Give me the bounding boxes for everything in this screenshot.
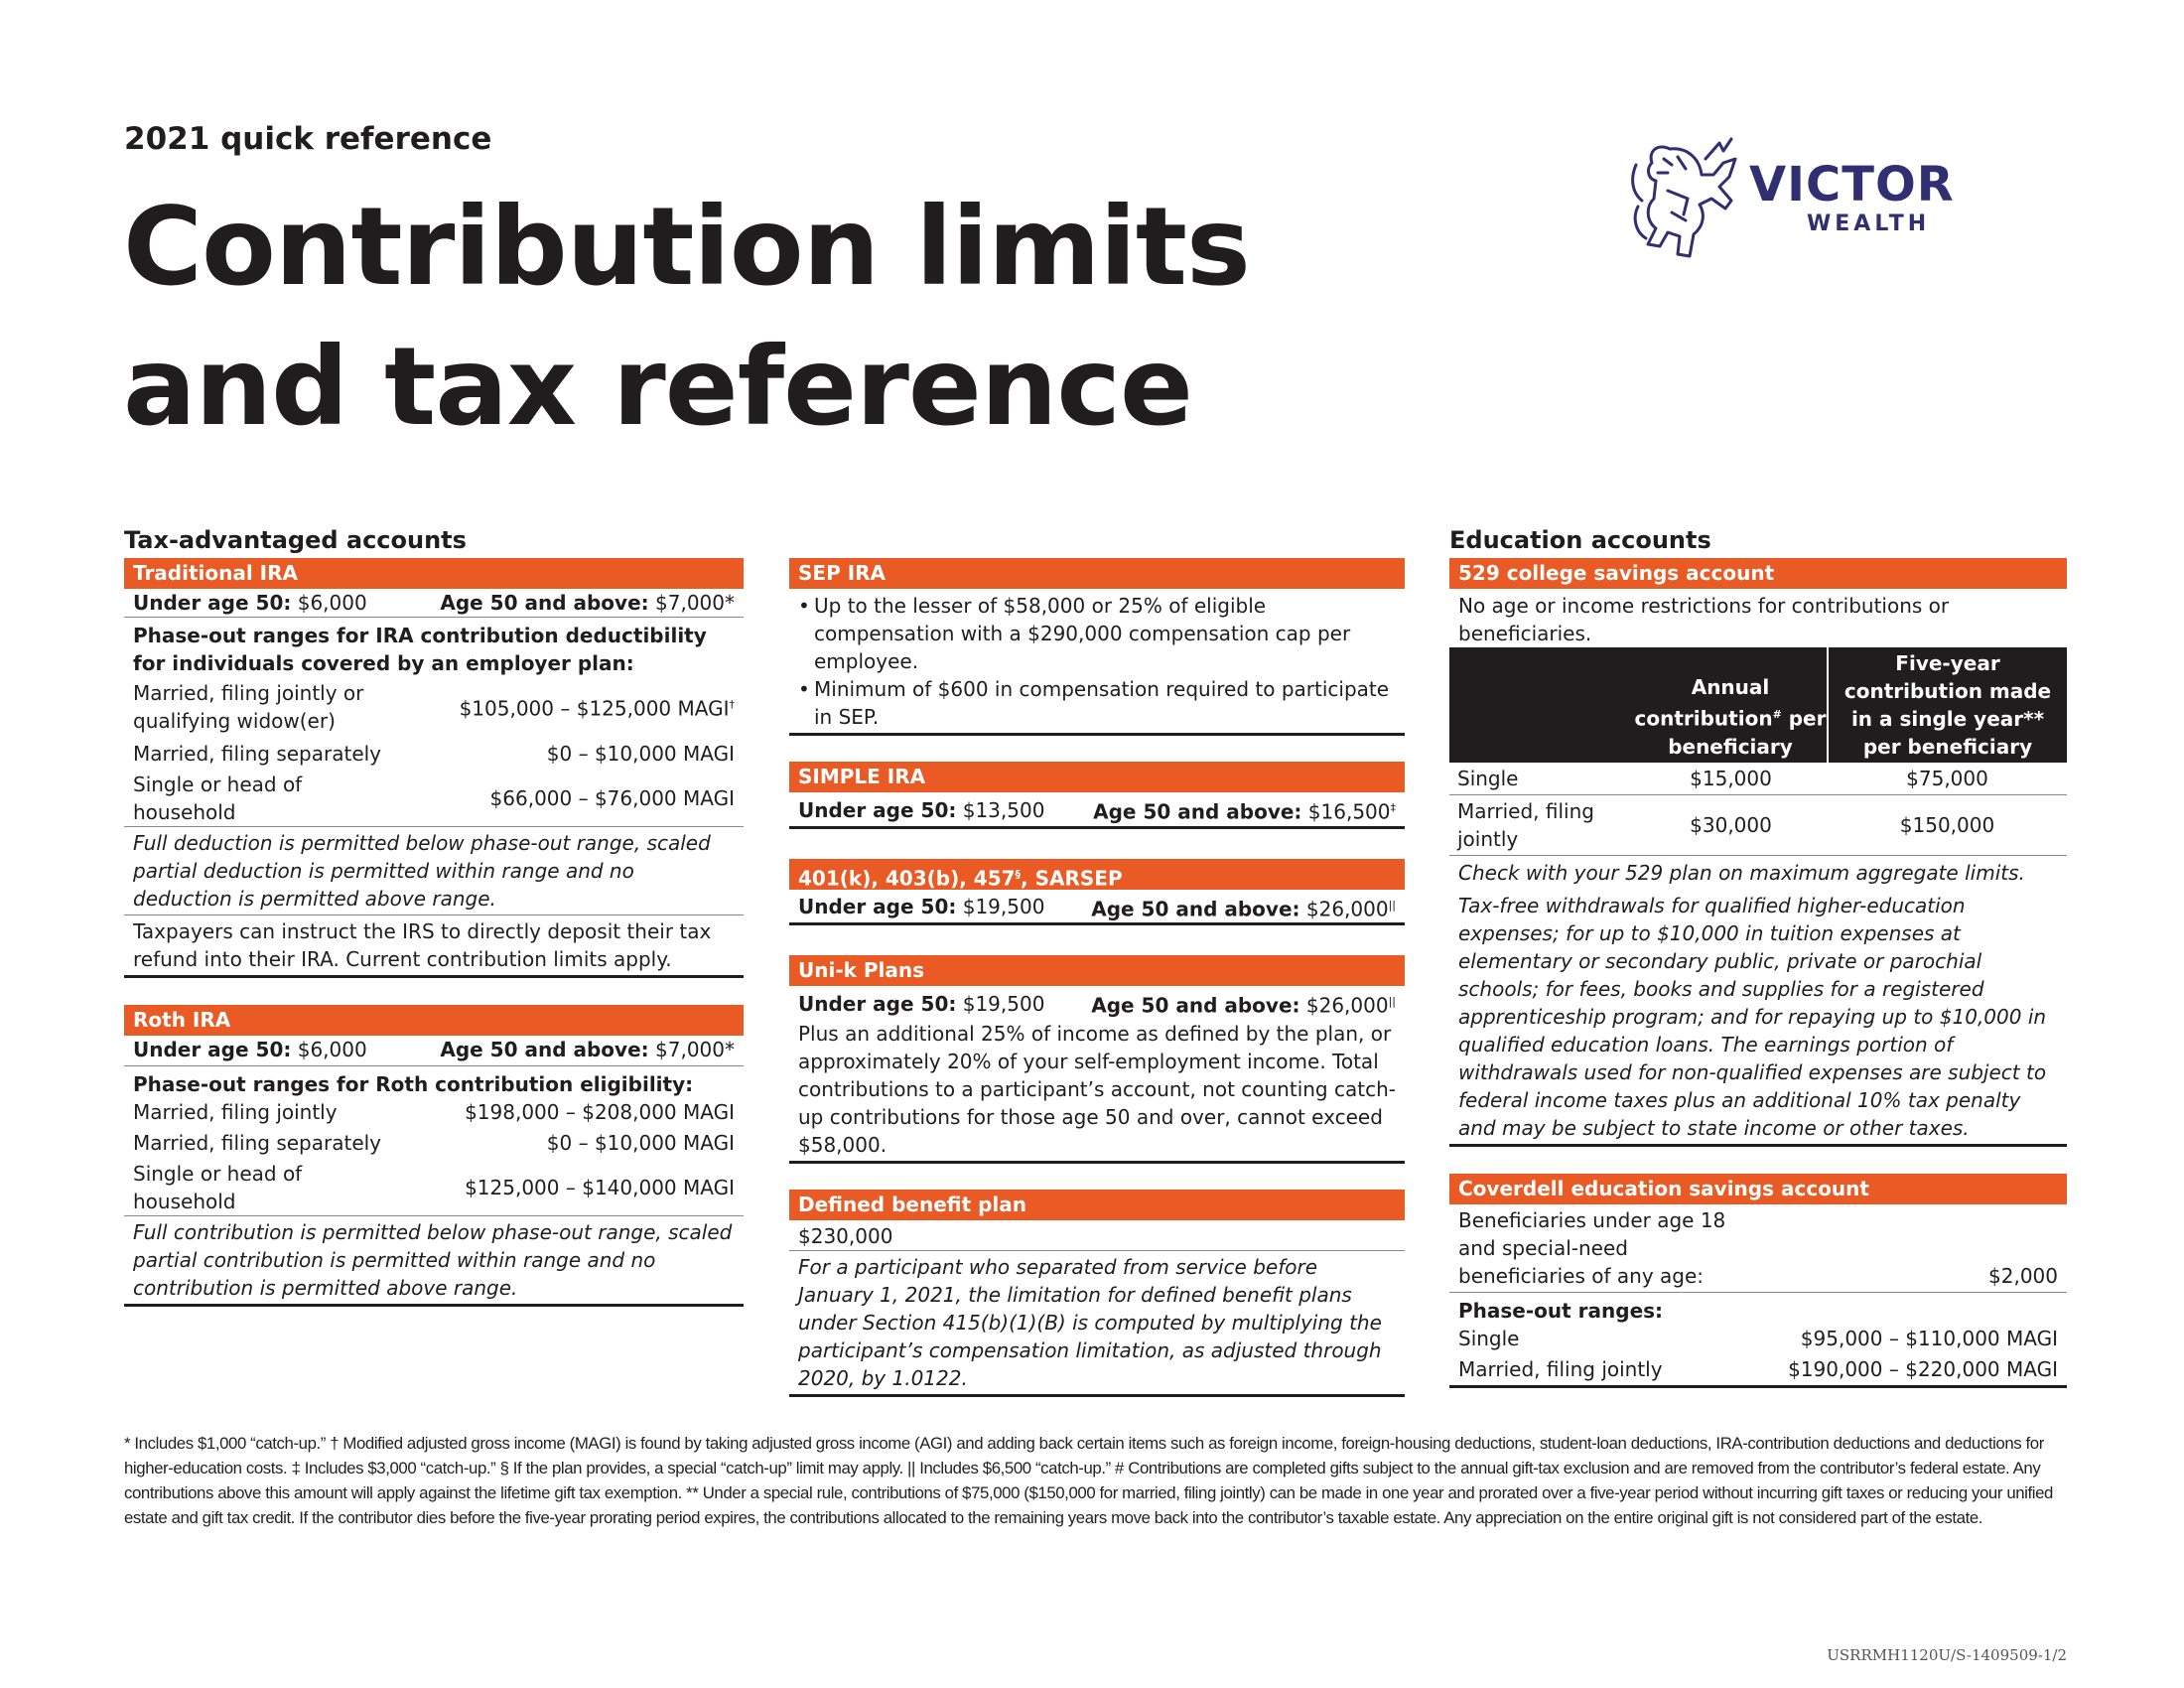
column-education xyxy=(1449,524,2067,1388)
under-50-limit: Under age 50: $6,000 xyxy=(133,1038,367,1061)
document-code: USRRMH1120U/S-1409509-1/2 xyxy=(1827,1646,2067,1664)
withdrawal-note: Tax-free withdrawals for qualified higher-education expenses; for up to $10,000 in tuition expenses at elementary or secondary public, private or parochial schools; for fees, books and supplies for a registered apprenticeship program; and for repaying up to $10,000 in qualified education loans. The earnings portion of withdrawals used for non-qualified expenses are subject to federal income taxes plus an additional 10% tax penalty and may be subject to state income or other taxes. xyxy=(1449,892,2067,1147)
logo-word-victor: VICTOR xyxy=(1749,157,1955,212)
defined-benefit-limit: $230,000 xyxy=(789,1220,1405,1251)
coverdell-limit-row: Beneficiaries under age 18 and special-need beneficiaries of any age: $2,000 xyxy=(1449,1204,2067,1293)
age-limits-row xyxy=(124,589,744,618)
phase-out-row: Married, filing separately $0 – $10,000 MAGI xyxy=(133,1131,735,1155)
uni-k-description: Plus an additional 25% of income as defined by the plan, or approximately 20% of your self-employment income. Total contributions to a participant’s account, not counting catch-up contributions for those age 50 and over, cannot exceed $58,000. xyxy=(789,1020,1405,1164)
phase-out-row: Single or head of household $125,000 – $140,000 MAGI xyxy=(124,1160,744,1216)
card-title: SEP IRA xyxy=(789,558,1405,589)
phase-out-row: Married, filing jointly $190,000 – $220,000 MAGI xyxy=(1449,1355,2067,1388)
under-50-limit: Under age 50: $19,500 xyxy=(798,895,1045,919)
529-limits-table xyxy=(1449,647,2067,856)
over-50-limit: Age 50 and above: $26,000|| xyxy=(1091,993,1396,1018)
table-row: Single $15,000 $75,000 xyxy=(1449,763,2067,795)
phase-out-row: Married, filing jointly $198,000 – $208,000 MAGI xyxy=(133,1100,735,1124)
age-limits-row xyxy=(789,890,1405,926)
age-limits-row xyxy=(789,792,1405,829)
over-50-limit: Age 50 and above: $7,000* xyxy=(440,591,735,615)
card-title: 529 college savings account xyxy=(1449,558,2067,589)
bullet-item: • Minimum of $600 in compensation required to participate in SEP. xyxy=(798,677,1390,729)
under-50-limit: Under age 50: $19,500 xyxy=(798,992,1045,1017)
phase-out-heading: Phase-out ranges for IRA contribution deductibility for individuals covered by an employer plan: xyxy=(133,624,707,675)
annual-contribution-header: Annual contribution# per beneficiary xyxy=(1634,647,1828,763)
kicker: 2021 quick reference xyxy=(124,121,492,157)
over-50-limit: Age 50 and above: $16,500‡ xyxy=(1093,799,1396,824)
card-title: SIMPLE IRA xyxy=(789,762,1405,792)
age-limits-row xyxy=(124,1036,744,1066)
card-title: Uni-k Plans xyxy=(789,955,1405,986)
coverdell-card xyxy=(1449,1174,2067,1388)
card-title: 401(k), 403(b), 457§, SARSEP xyxy=(789,859,1405,890)
card-title: Roth IRA xyxy=(124,1005,744,1036)
five-year-header: Five-year contribution made in a single year** per beneficiary xyxy=(1828,647,2067,763)
title-line-2: and tax reference xyxy=(123,324,1192,450)
roth-ira-card xyxy=(124,1005,744,1307)
over-50-limit: Age 50 and above: $26,000|| xyxy=(1091,897,1396,921)
bullet-item: • Up to the lesser of $58,000 or 25% of eligible compensation with a $290,000 compensation cap per employee. xyxy=(798,594,1351,673)
contribution-note: Full contribution is permitted below phase-out range, scaled partial contribution is permitted within range and no contribution is permitted above range. xyxy=(124,1216,744,1307)
traditional-ira-card xyxy=(124,558,744,978)
under-50-limit: Under age 50: $6,000 xyxy=(133,591,367,615)
aggregate-note: Check with your 529 plan on maximum aggregate limits. xyxy=(1458,861,2025,885)
age-limits-row xyxy=(789,986,1405,1020)
section-heading: Education accounts xyxy=(1449,526,1711,554)
logo-word-wealth: WEALTH xyxy=(1807,211,1931,236)
uni-k-card xyxy=(789,955,1405,1164)
card-title: Coverdell education savings account xyxy=(1449,1174,2067,1204)
lion-crest-icon xyxy=(1633,139,1735,256)
deduction-note: Full deduction is permitted below phase-out range, scaled partial deduction is permitted within range and no deduction is permitted above range. xyxy=(124,827,744,915)
victor-wealth-logo xyxy=(1628,129,1966,268)
direct-deposit-note: Taxpayers can instruct the IRS to directly deposit their tax refund into their IRA. Current contribution limits apply. xyxy=(124,915,744,978)
defined-benefit-card xyxy=(789,1190,1405,1397)
table-header-row xyxy=(1449,647,2067,763)
401k-card xyxy=(789,859,1405,926)
phase-out-heading: Phase-out ranges for Roth contribution eligibility: xyxy=(133,1072,694,1096)
column-employer-plans xyxy=(789,524,1405,1397)
sep-ira-card xyxy=(789,558,1405,736)
phase-out-row: Single $95,000 – $110,000 MAGI xyxy=(1458,1327,2058,1350)
title-line-1: Contribution limits xyxy=(123,184,1250,310)
under-50-limit: Under age 50: $13,500 xyxy=(798,797,1045,822)
529-intro: No age or income restrictions for contributions or beneficiaries. xyxy=(1458,594,1950,645)
table-row: Married, filing jointly $30,000 $150,000 xyxy=(1449,795,2067,856)
phase-out-row: Married, filing separately $0 – $10,000 MAGI xyxy=(133,742,735,766)
section-heading: Tax-advantaged accounts xyxy=(124,526,467,554)
footnotes: * Includes $1,000 “catch-up.” † Modified adjusted gross income (MAGI) is found by taking adjusted gross income (AGI) and adding back certain items such as foreign income, foreign-housing deductions, student-loan deductions, IRA-contribution deductions and deductions for higher-education costs. ‡ Includes $3,000 “catch-up.” § If the plan provides, a special “catch-up” limit may apply. || Includes $6,500 “catch-up.” # Contributions are completed gifts subject to the annual gift-tax exclusion and are removed from the contributor’s federal estate. Any contributions above this amount will apply against the lifetime gift tax exemption. ** Under a special rule, contributions of $75,000 ($150,000 for married, filing jointly) can be made in one year and prorated over a five-year period without incurring gift taxes or reducing your unified estate and gift tax credit. If the contributor dies before the five-year prorating period expires, the contributions allocated to the remaining years move back into the contributor’s taxable estate. Any appreciation on the entire original gift is not considered part of the estate. xyxy=(124,1434,2053,1527)
defined-benefit-note: For a participant who separated from service before January 1, 2021, the limitation for defined benefit plans under Section 415(b)(1)(B) is computed by multiplying the participant’s compensation limitation, as adjusted through 2020, by 1.0122. xyxy=(789,1251,1405,1397)
over-50-limit: Age 50 and above: $7,000* xyxy=(440,1038,735,1061)
phase-out-row: Single or head of household $66,000 – $76,000 MAGI xyxy=(124,771,744,827)
card-title: Traditional IRA xyxy=(124,558,744,589)
column-tax-accounts xyxy=(124,524,744,1307)
page-title xyxy=(123,177,1250,457)
phase-out-heading: Phase-out ranges: xyxy=(1458,1299,1664,1323)
529-card xyxy=(1449,558,2067,1147)
simple-ira-card xyxy=(789,762,1405,829)
card-title: Defined benefit plan xyxy=(789,1190,1405,1220)
phase-out-row: Married, filing jointly or qualifying widow(er) $105,000 – $125,000 MAGI† xyxy=(133,681,735,733)
